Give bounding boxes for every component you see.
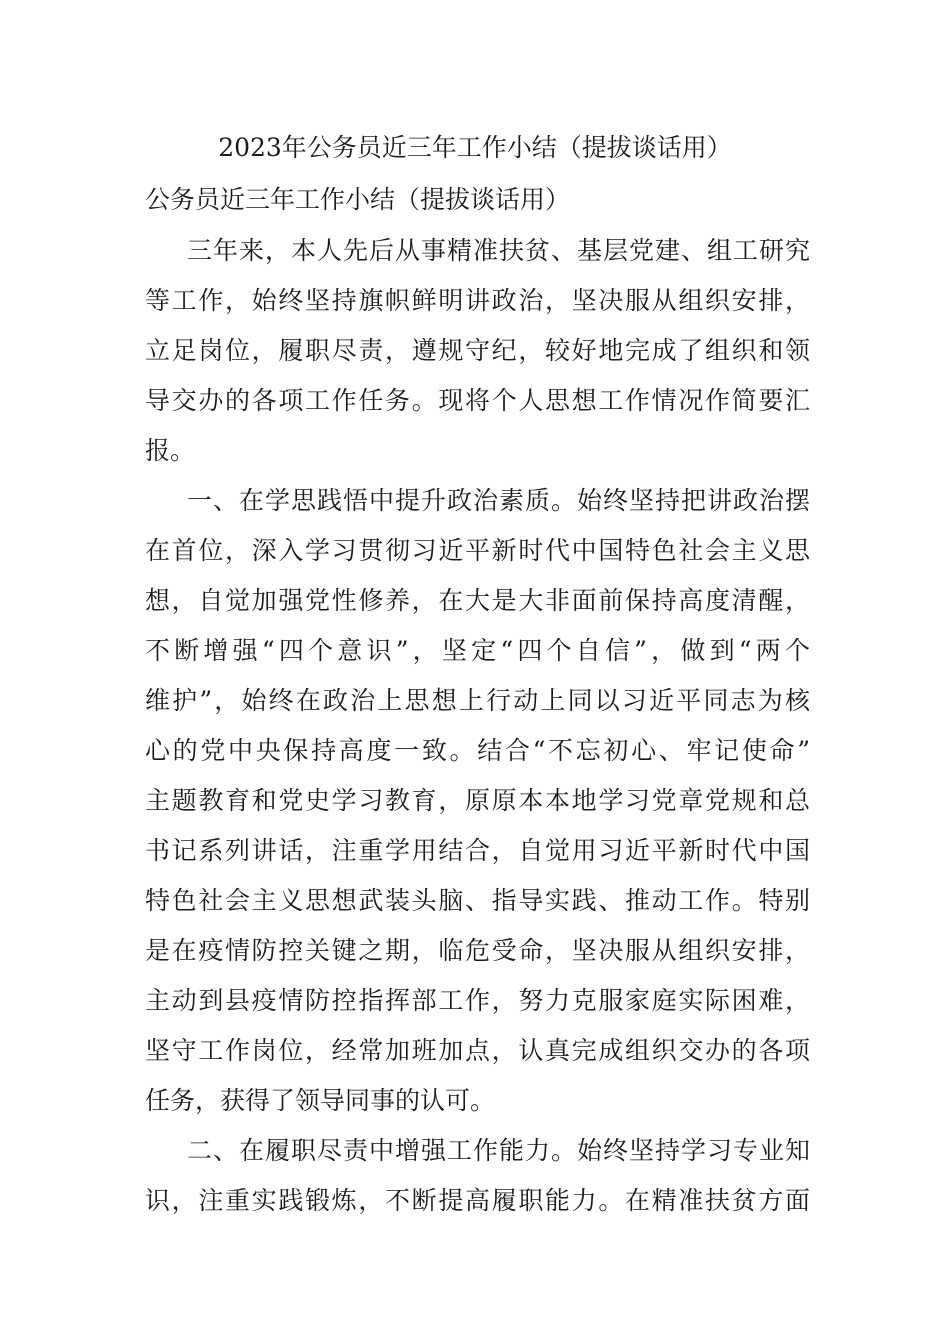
paragraph-line: 报。 xyxy=(145,436,196,465)
paragraph-line: 主动到县疫情防控指挥部工作，努力克服家庭实际困难， xyxy=(145,986,810,1015)
paragraph-line: 三年来，本人先后从事精准扶贫、基层党建、组工研究 xyxy=(187,236,810,265)
paragraph-line: 任务，获得了领导同事的认可。 xyxy=(145,1086,496,1115)
paragraph-line: 等工作，始终坚持旗帜鲜明讲政治，坚决服从组织安排， xyxy=(145,286,810,315)
paragraph-line: 立足岗位，履职尽责，遵规守纪，较好地完成了组织和领 xyxy=(145,336,810,365)
paragraph-line: 心的党中央保持高度一致。结合“不忘初心、牢记使命” xyxy=(145,736,810,765)
document-subtitle: 公务员近三年工作小结（提拔谈话用） xyxy=(145,185,571,214)
document-title: 2023年公务员近三年工作小结（提拔谈话用） xyxy=(218,133,732,162)
paragraph-line: 书记系列讲话，注重学用结合，自觉用习近平新时代中国 xyxy=(145,836,810,865)
paragraph-line: 主题教育和党史学习教育，原原本本地学习党章党规和总 xyxy=(145,786,810,815)
paragraph-line: 一、在学思践悟中提升政治素质。始终坚持把讲政治摆 xyxy=(187,486,810,515)
paragraph-line: 在首位，深入学习贯彻习近平新时代中国特色社会主义思 xyxy=(145,536,810,565)
paragraph-line: 坚守工作岗位，经常加班加点，认真完成组织交办的各项 xyxy=(145,1036,810,1065)
paragraph-line: 想，自觉加强党性修养，在大是大非面前保持高度清醒， xyxy=(145,586,810,615)
paragraph-line: 是在疫情防控关键之期，临危受命，坚决服从组织安排， xyxy=(145,936,810,965)
paragraph-line: 导交办的各项工作任务。现将个人思想工作情况作简要汇 xyxy=(145,386,810,415)
paragraph-line: 不断增强“四个意识”，坚定“四个自信”，做到“两个 xyxy=(145,636,810,665)
paragraph-line: 识，注重实践锻炼，不断提高履职能力。在精准扶贫方面 xyxy=(145,1186,810,1215)
paragraph-line: 特色社会主义思想武装头脑、指导实践、推动工作。特别 xyxy=(145,886,810,915)
paragraph-line: 维护”，始终在政治上思想上行动上同以习近平同志为核 xyxy=(145,686,810,715)
paragraph-line: 二、在履职尽责中增强工作能力。始终坚持学习专业知 xyxy=(187,1136,810,1165)
